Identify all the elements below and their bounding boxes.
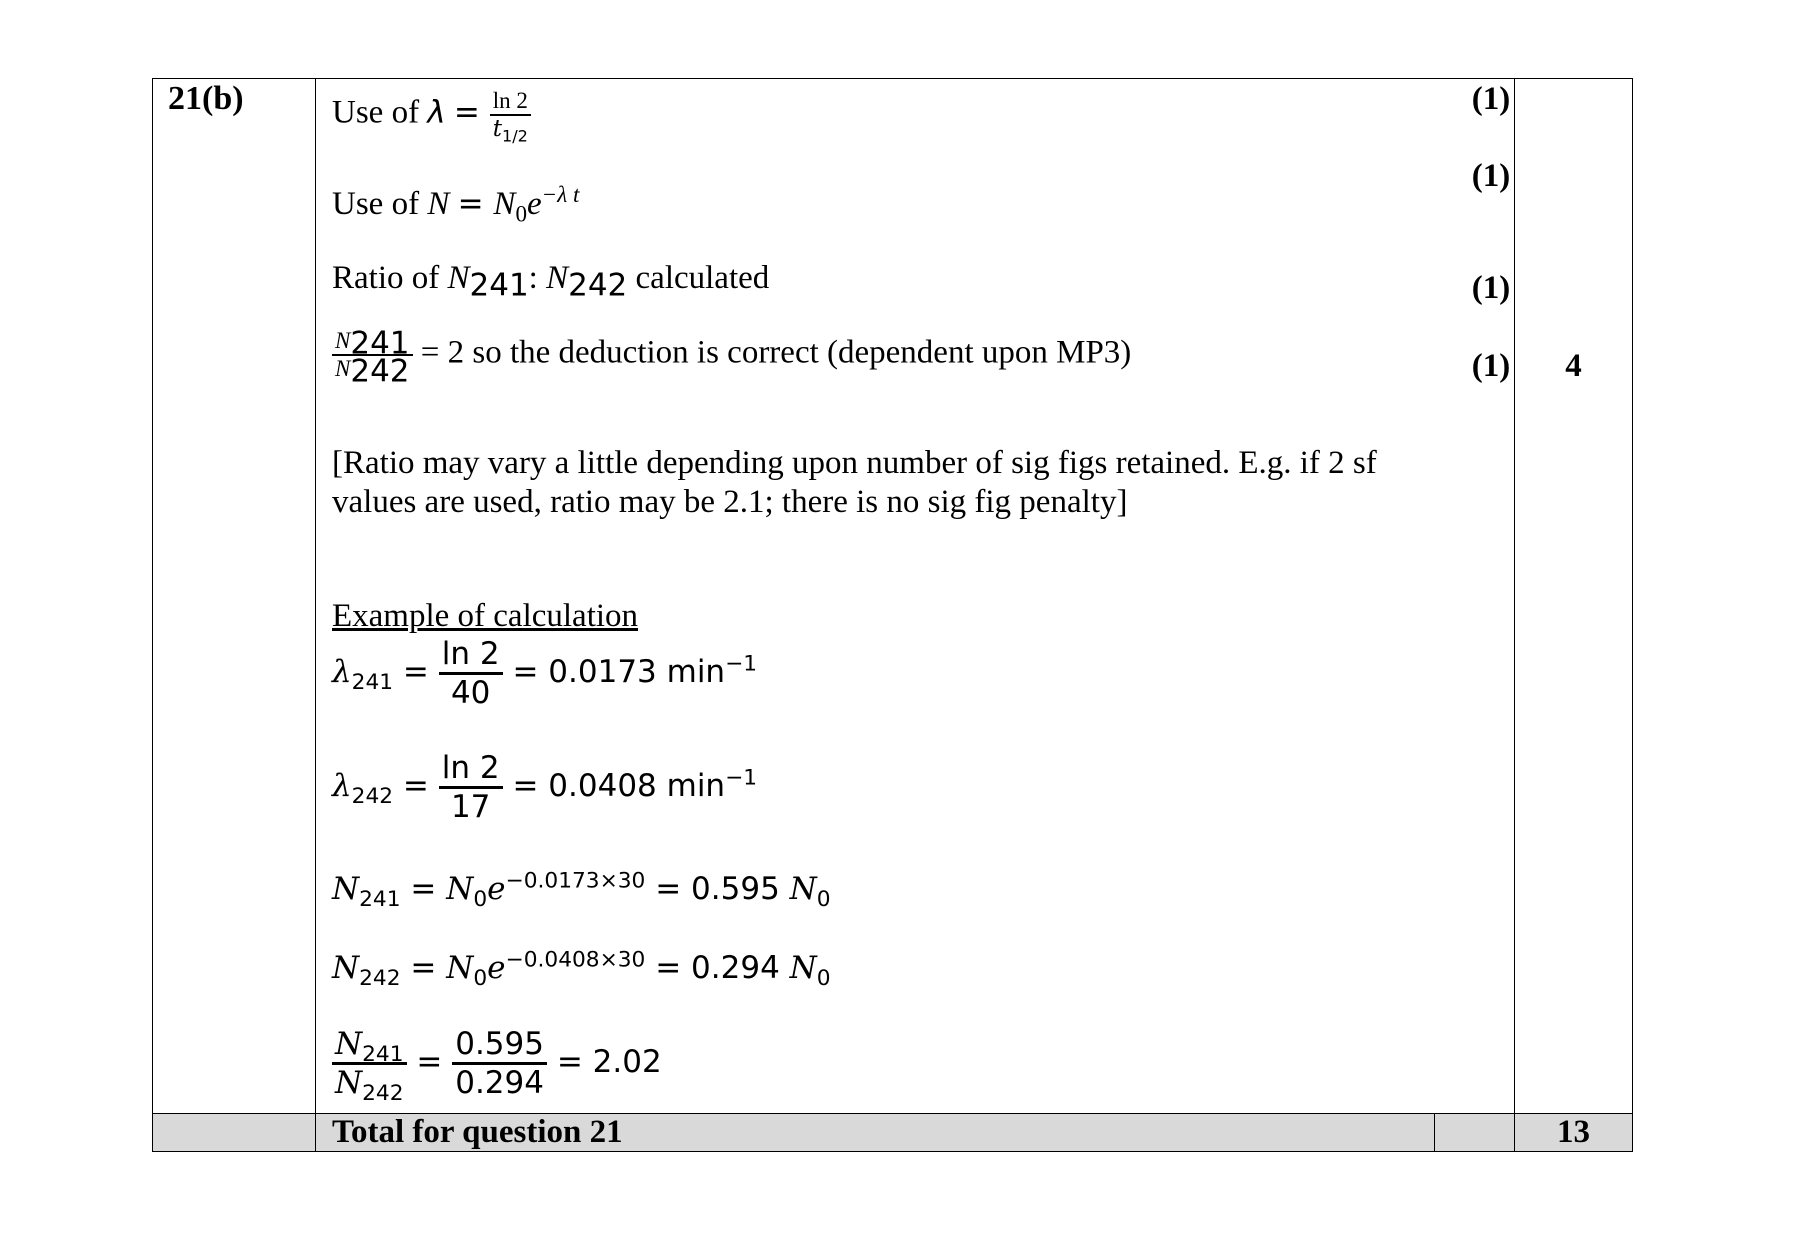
n-242-calculation: $N_{242} = N_0e^{-0.0408\times 30} = 0.294$ $N_0$ [332, 947, 831, 992]
mark-scheme-table [152, 78, 1633, 1152]
lambda-241-calculation: $\lambda_{241}$ = $\frac{\ln 2}{40}$ = 0.0173 $\min^{-1}$ [332, 636, 758, 711]
column-divider-2 [1514, 78, 1515, 1152]
table-right-border [1632, 78, 1633, 1152]
example-heading: Example of calculation [332, 598, 639, 634]
table-top-border [152, 78, 1633, 79]
marking-point-2: Use of $N = N_0e^{-\lambda t}$ [332, 181, 580, 227]
lambda-242-fraction: $\frac{\ln 2}{17}$ [439, 750, 503, 825]
table-bottom-border [152, 1151, 1633, 1152]
ratio-fraction: $\frac{N_{241}}{N_{242}}$ [332, 328, 413, 382]
lambda-241-fraction: $\frac{\ln 2}{40}$ [439, 636, 503, 711]
marking-point-3: Ratio of $N_{241}$: $N_{242}$ calculated [332, 260, 770, 304]
n-ratio-fraction: $\frac{N_{241}}{N_{242}}$ [332, 1026, 407, 1101]
marks-total: 4 [1565, 348, 1582, 384]
marking-note: [Ratio may vary a little depending upon number of sig figs retained. E.g. if 2 sf values are used, ratio may be 2.1; there is no sig fig penalty] [332, 445, 1377, 520]
total-label: Total for question 21 [332, 1114, 623, 1150]
column-divider-1 [315, 78, 316, 1152]
lambda-242-calculation: $\lambda_{242}$ = $\frac{\ln 2}{17}$ = 0.0408 $\min^{-1}$ [332, 750, 758, 825]
marking-point-1: Use of λ = $\frac{\ln 2}{t_{1/2}}$ [332, 88, 531, 142]
question-number: 21(b) [168, 80, 244, 117]
lambda-formula-fraction: $\frac{\ln 2}{t_{1/2}}$ [490, 88, 531, 142]
n-241-calculation: $N_{241} = N_0e^{-0.0173\times 30} = 0.595$ $N_0$ [332, 868, 831, 913]
total-marks: 13 [1557, 1114, 1590, 1150]
ratio-calculation: $\frac{N_{241}}{N_{242}}$ = $\frac{0.595}{0.294}$ = 2.02 [332, 1026, 662, 1101]
marking-point-4: $\frac{N_{241}}{N_{242}}$ = 2 so the deduction is correct (dependent upon MP3) [332, 328, 1131, 382]
value-ratio-fraction: $\frac{0.595}{0.294}$ [452, 1026, 547, 1101]
total-row-divider [1434, 1113, 1435, 1152]
mark-mp1: (1) [1471, 81, 1511, 117]
table-left-border [152, 78, 153, 1152]
mark-mp4: (1) [1471, 348, 1511, 384]
mark-mp3: (1) [1471, 270, 1511, 306]
mark-mp2: (1) [1471, 158, 1511, 194]
